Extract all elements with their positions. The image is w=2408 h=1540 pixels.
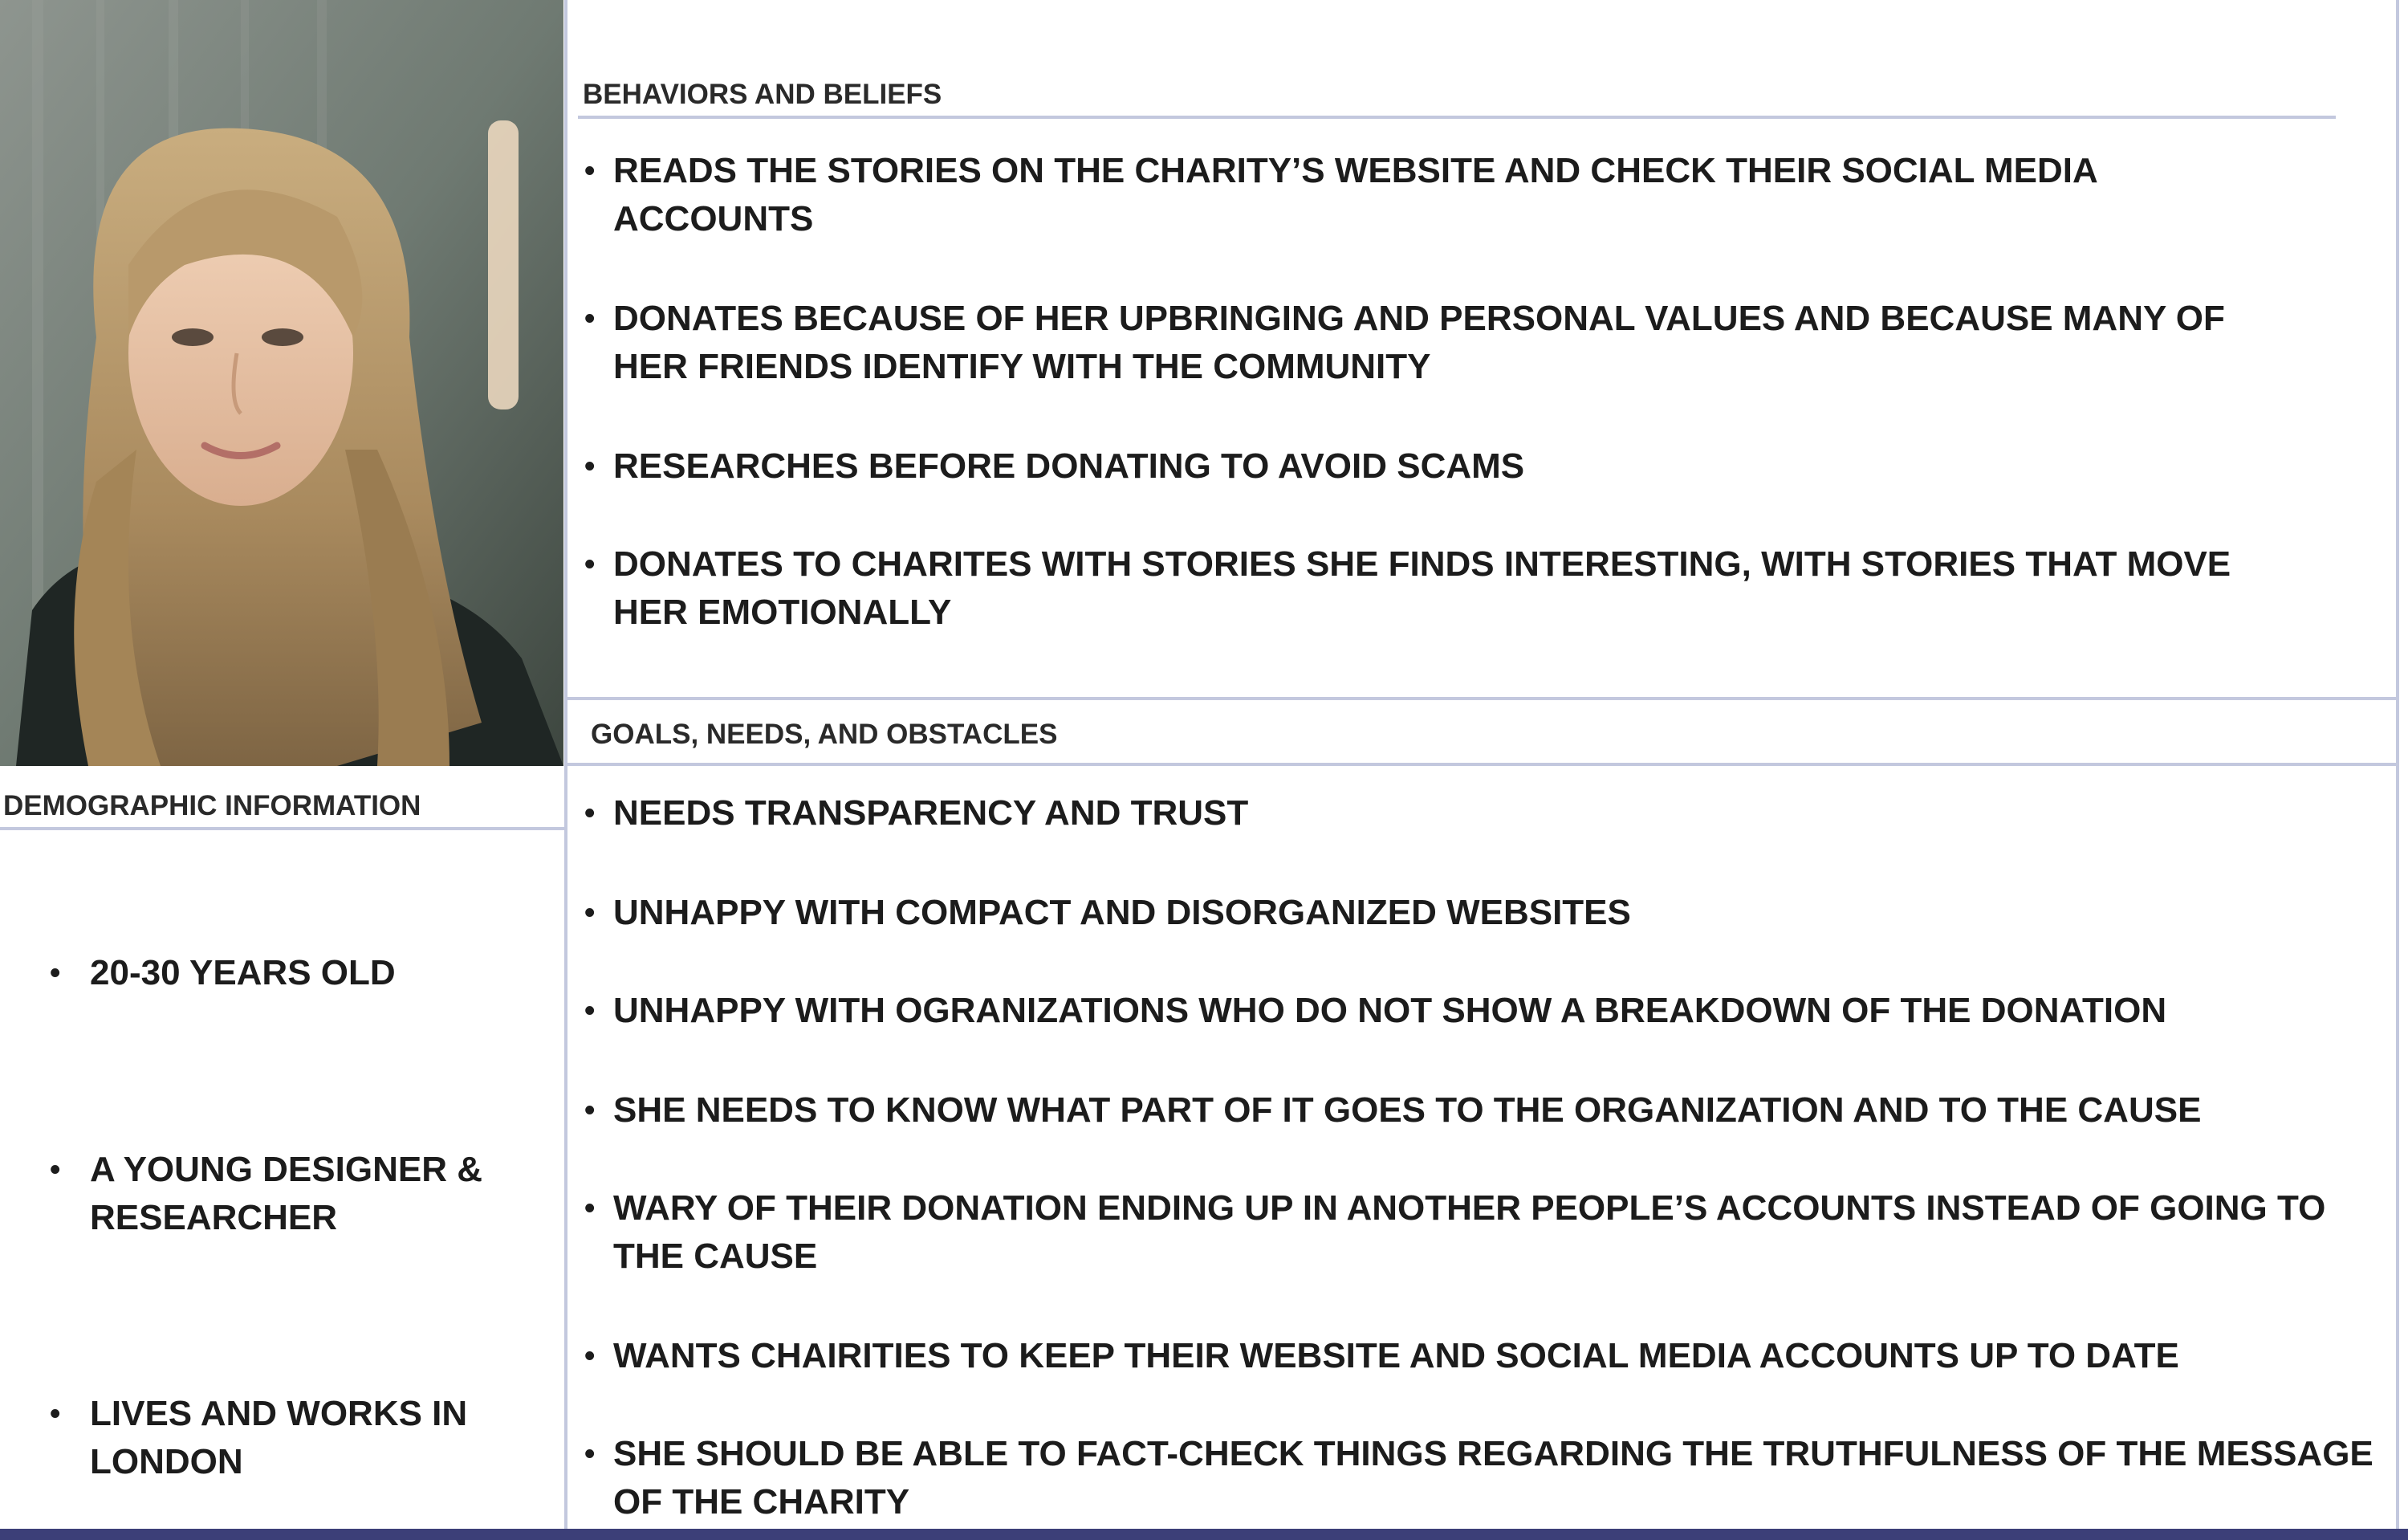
- list-item: • WANTS CHAIRITIES TO KEEP THEIR WEBSITE AND SOCIAL MEDIA ACCOUNTS UP TO DATE: [584, 1332, 2408, 1380]
- list-item: • UNHAPPY WITH COMPACT AND DISORGANIZED WEBSITES: [584, 889, 2379, 937]
- goals-title-underline: [564, 763, 2399, 766]
- list-item: • NEEDS TRANSPARENCY AND TRUST: [584, 789, 2379, 837]
- list-item: • DONATES BECAUSE OF HER UPBRINGING AND PERSONAL VALUES AND BECAUSE MANY OF HER FRIENDS IDENTIFY WITH THE COMMUNITY: [584, 295, 2299, 391]
- list-item: • LIVES AND WORKS IN LONDON: [50, 1390, 523, 1486]
- portrait-photo-icon: [0, 0, 563, 766]
- list-item: • RESEARCHES BEFORE DONATING TO AVOID SCAMS: [584, 442, 2379, 491]
- demographic-title-underline: [0, 827, 566, 830]
- demographic-title: DEMOGRAPHIC INFORMATION: [3, 790, 421, 821]
- behaviors-title-underline: [578, 116, 2336, 119]
- list-item: • SHE SHOULD BE ABLE TO FACT-CHECK THINGS REGARDING THE TRUTHFULNESS OF THE MESSAGE OF THE CHARITY: [584, 1430, 2395, 1526]
- goals-title: GOALS, NEEDS, AND OBSTACLES: [591, 719, 1058, 750]
- list-item: • 20-30 YEARS OLD: [50, 949, 539, 997]
- list-item: • READS THE STORIES ON THE CHARITY’S WEBSITE AND CHECK THEIR SOCIAL MEDIA ACCOUNTS: [584, 147, 2267, 243]
- goals-top-divider: [564, 697, 2399, 700]
- persona-photo: [0, 0, 563, 766]
- bottom-bar: [0, 1529, 2408, 1540]
- list-item: • UNHAPPY WITH OGRANIZATIONS WHO DO NOT SHOW A BREAKDOWN OF THE DONATION: [584, 987, 2408, 1035]
- list-item: • A YOUNG DESIGNER & RESEARCHER: [50, 1146, 539, 1242]
- list-item: • DONATES TO CHARITES WITH STORIES SHE FINDS INTERESTING, WITH STORIES THAT MOVE HER EMOTIONALLY: [584, 540, 2299, 637]
- list-item: • WARY OF THEIR DONATION ENDING UP IN ANOTHER PEOPLE’S ACCOUNTS INSTEAD OF GOING TO THE CAUSE: [584, 1184, 2363, 1281]
- list-item: • SHE NEEDS TO KNOW WHAT PART OF IT GOES TO THE ORGANIZATION AND TO THE CAUSE: [584, 1086, 2408, 1135]
- behaviors-title: BEHAVIORS AND BELIEFS: [583, 79, 942, 110]
